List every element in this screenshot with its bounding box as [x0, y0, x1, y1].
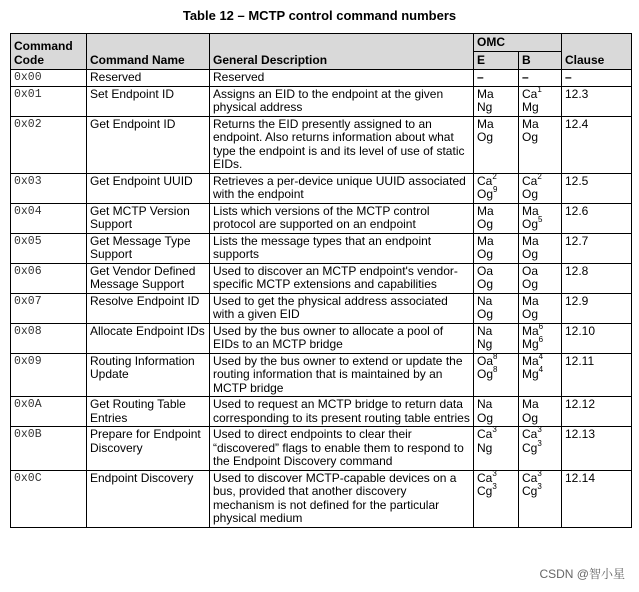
footnote-ref: 6 — [538, 335, 544, 344]
table-row — [11, 323, 632, 353]
command-code-cell: 0x00 — [11, 70, 87, 87]
omc-value — [477, 338, 515, 352]
omc-code: Ma — [522, 203, 539, 218]
footnote-ref: 9 — [493, 185, 498, 194]
omc-e-cell — [474, 293, 519, 323]
omc-value — [522, 131, 558, 145]
omc-code: Og — [522, 130, 539, 144]
omc-value — [477, 325, 515, 339]
omc-value — [477, 205, 515, 219]
clause-cell: 12.13 — [562, 427, 632, 471]
command-code-cell: 0x08 — [11, 323, 87, 353]
footnote-ref: 5 — [538, 215, 543, 224]
omc-code: Og — [477, 217, 494, 231]
table-row — [11, 233, 632, 263]
omc-e-cell — [474, 86, 519, 116]
footnote-ref: 6 — [538, 321, 544, 331]
table-body — [11, 70, 632, 528]
omc-e-cell — [474, 116, 519, 173]
omc-code: Cg — [522, 484, 538, 498]
omc-value — [477, 412, 515, 426]
omc-value — [477, 265, 515, 279]
omc-value — [522, 118, 558, 132]
omc-value — [477, 308, 515, 322]
table-row — [11, 293, 632, 323]
omc-value — [477, 482, 515, 499]
clause-cell: 12.8 — [562, 263, 632, 293]
table-row — [11, 173, 632, 203]
command-code-cell: 0x03 — [11, 173, 87, 203]
omc-code: Oa — [522, 263, 539, 278]
omc-value — [477, 218, 515, 232]
omc-code: Ca — [522, 86, 538, 101]
omc-value — [522, 335, 558, 352]
omc-e-cell — [474, 233, 519, 263]
command-code-cell: 0x02 — [11, 116, 87, 173]
omc-code: Og — [477, 247, 494, 261]
omc-e-cell — [474, 203, 519, 233]
description-cell: Reserved — [210, 70, 474, 87]
description-cell: Used to discover an MCTP endpoint's vendor-specific MCTP extensions and capabilities — [210, 263, 474, 293]
omc-code: Og — [477, 410, 494, 425]
header-command-code: Command Code — [11, 34, 87, 70]
watermark: CSDN @智小星 — [539, 567, 625, 581]
omc-b-cell — [519, 397, 562, 427]
omc-value — [522, 171, 558, 189]
omc-code: Ma — [522, 353, 539, 368]
clause-cell: 12.7 — [562, 233, 632, 263]
omc-b-cell — [519, 116, 562, 173]
omc-code: Og — [477, 277, 494, 291]
command-name-cell: Get Vendor Defined Message Support — [87, 263, 210, 293]
omc-b-cell — [519, 203, 562, 233]
omc-code: Og — [477, 307, 494, 321]
omc-value — [477, 248, 515, 262]
description-cell: Assigns an EID to the endpoint at the given physical address — [210, 86, 474, 116]
omc-value — [477, 101, 515, 115]
omc-value — [477, 71, 515, 85]
footnote-ref: 3 — [492, 482, 497, 491]
omc-e-cell — [474, 173, 519, 203]
header-general-description: General Description — [210, 34, 474, 70]
header-omc: OMC — [474, 34, 562, 52]
omc-b-cell — [519, 427, 562, 471]
omc-code: – — [522, 70, 529, 84]
omc-code: Cg — [477, 484, 493, 498]
header-command-name: Command Name — [87, 34, 210, 70]
omc-b-cell — [519, 263, 562, 293]
command-code-cell: 0x04 — [11, 203, 87, 233]
command-code-cell: 0x05 — [11, 233, 87, 263]
omc-value — [477, 295, 515, 309]
omc-code: Og — [522, 217, 539, 231]
omc-code: Og — [477, 130, 494, 144]
omc-e-cell — [474, 427, 519, 471]
command-name-cell: Routing Information Update — [87, 353, 210, 397]
description-cell: Lists the message types that an endpoint supports — [210, 233, 474, 263]
omc-b-cell — [519, 86, 562, 116]
omc-code: Ma — [477, 233, 494, 248]
omc-code: Ca — [522, 173, 538, 188]
footnote-ref: 3 — [537, 425, 542, 434]
command-code-cell: 0x0C — [11, 470, 87, 527]
clause-cell: 12.12 — [562, 397, 632, 427]
omc-value — [522, 188, 558, 202]
omc-b-cell — [519, 323, 562, 353]
omc-value — [522, 215, 558, 232]
omc-value — [522, 438, 558, 456]
command-name-cell: Get Routing Table Entries — [87, 397, 210, 427]
command-code-cell: 0x0A — [11, 397, 87, 427]
footnote-ref: 3 — [537, 438, 542, 448]
footnote-ref: 4 — [538, 365, 544, 374]
description-cell: Used to request an MCTP bridge to return data corresponding to its present routing table entries — [210, 397, 474, 427]
table-row — [11, 397, 632, 427]
table-row — [11, 70, 632, 87]
footnote-ref: 3 — [537, 468, 542, 478]
omc-code: Mg — [522, 367, 539, 381]
description-cell: Retrieves a per-device unique UUID associated with the endpoint — [210, 173, 474, 203]
omc-value — [477, 185, 515, 202]
description-cell: Used by the bus owner to allocate a pool of EIDs to an MCTP bridge — [210, 323, 474, 353]
omc-value — [477, 442, 515, 456]
table-row — [11, 353, 632, 397]
clause-cell: 12.3 — [562, 86, 632, 116]
table-row — [11, 203, 632, 233]
omc-value — [522, 365, 558, 382]
omc-code: Ma — [522, 293, 539, 308]
omc-e-cell — [474, 263, 519, 293]
omc-value — [477, 235, 515, 249]
omc-code: Ma — [522, 233, 539, 248]
clause-cell: 12.6 — [562, 203, 632, 233]
omc-code: Ca — [522, 427, 538, 441]
omc-value — [522, 278, 558, 292]
omc-code: Ma — [522, 397, 539, 411]
command-code-cell: 0x0B — [11, 427, 87, 471]
omc-code: Na — [477, 397, 493, 411]
omc-code: Ng — [477, 100, 493, 114]
clause-cell: 12.14 — [562, 470, 632, 527]
description-cell: Used to discover MCTP-capable devices on a bus, provided that another discovery mechanism is not defined for the particular physical medium — [210, 470, 474, 527]
omc-e-cell — [474, 323, 519, 353]
omc-value — [522, 265, 558, 279]
command-code-cell: 0x06 — [11, 263, 87, 293]
footnote-ref: 2 — [537, 171, 542, 181]
command-name-cell: Get Message Type Support — [87, 233, 210, 263]
command-name-cell: Resolve Endpoint ID — [87, 293, 210, 323]
footnote-ref: 2 — [492, 171, 497, 181]
omc-code: Ma — [477, 116, 494, 131]
command-name-cell: Allocate Endpoint IDs — [87, 323, 210, 353]
command-name-cell: Get Endpoint ID — [87, 116, 210, 173]
omc-e-cell — [474, 397, 519, 427]
omc-value — [477, 425, 515, 442]
omc-b-cell — [519, 470, 562, 527]
clause-cell: 12.11 — [562, 353, 632, 397]
command-code-cell: 0x01 — [11, 86, 87, 116]
omc-code: Mg — [522, 100, 539, 114]
header-clause: Clause — [562, 34, 632, 70]
description-cell: Used by the bus owner to extend or update the routing information that is maintained by an MCTP bridge — [210, 353, 474, 397]
command-name-cell: Prepare for Endpoint Discovery — [87, 427, 210, 471]
table-row — [11, 263, 632, 293]
omc-value — [522, 482, 558, 499]
table-row — [11, 470, 632, 527]
omc-code: Og — [522, 307, 539, 321]
omc-value — [477, 278, 515, 292]
omc-code: Og — [522, 410, 539, 425]
omc-code: Ma — [522, 116, 539, 131]
command-name-cell: Get MCTP Version Support — [87, 203, 210, 233]
omc-value — [522, 71, 558, 85]
omc-value — [477, 88, 515, 102]
omc-value — [522, 248, 558, 262]
omc-code: Oa — [477, 353, 494, 368]
omc-value — [477, 365, 515, 382]
footnote-ref: 8 — [493, 365, 498, 374]
omc-value — [522, 101, 558, 115]
omc-value — [477, 118, 515, 132]
omc-e-cell — [474, 70, 519, 87]
omc-e-cell — [474, 353, 519, 397]
omc-value — [477, 398, 515, 412]
header-omc-b: B — [519, 51, 562, 70]
command-table — [10, 33, 632, 528]
command-name-cell: Set Endpoint ID — [87, 86, 210, 116]
omc-b-cell — [519, 293, 562, 323]
omc-value — [522, 295, 558, 309]
omc-code: Ng — [477, 440, 493, 455]
header-omc-e: E — [474, 51, 519, 70]
clause-cell: 12.5 — [562, 173, 632, 203]
omc-b-cell — [519, 353, 562, 397]
omc-code: Ca — [477, 427, 493, 441]
description-cell: Returns the EID presently assigned to an endpoint. Also returns information about what type the endpoint is and its level of use of static EIDs. — [210, 116, 474, 173]
command-name-cell: Endpoint Discovery — [87, 470, 210, 527]
omc-value — [522, 235, 558, 249]
command-name-cell: Get Endpoint UUID — [87, 173, 210, 203]
omc-b-cell — [519, 70, 562, 87]
omc-code: Ng — [477, 337, 493, 351]
omc-value — [522, 398, 558, 412]
omc-code: Oa — [477, 263, 494, 278]
table-title: Table 12 – MCTP control command numbers — [182, 8, 457, 23]
table-row — [11, 427, 632, 471]
table-row — [11, 116, 632, 173]
clause-cell: – — [562, 70, 632, 87]
omc-code: Na — [477, 323, 493, 338]
omc-code: Ma — [522, 323, 539, 338]
omc-code: Na — [477, 293, 493, 308]
omc-code: Og — [477, 187, 494, 201]
command-name-cell: Reserved — [87, 70, 210, 87]
omc-code: Ca — [522, 470, 538, 485]
omc-code: Cg — [522, 440, 538, 455]
footnote-ref: 3 — [537, 482, 542, 491]
footnote-ref: 3 — [492, 468, 497, 478]
description-cell: Lists which versions of the MCTP control protocol are supported on an endpoint — [210, 203, 474, 233]
omc-code: Mg — [522, 337, 539, 351]
omc-code: Og — [522, 277, 539, 291]
omc-b-cell — [519, 173, 562, 203]
table-row — [11, 86, 632, 116]
omc-code: Og — [522, 247, 539, 261]
clause-cell: 12.10 — [562, 323, 632, 353]
command-code-cell: 0x09 — [11, 353, 87, 397]
omc-code: – — [477, 70, 484, 84]
omc-code: Og — [477, 367, 494, 381]
omc-code: Ma — [477, 203, 494, 218]
omc-code: Ca — [477, 470, 493, 485]
omc-e-cell — [474, 470, 519, 527]
omc-value — [477, 131, 515, 145]
omc-code: Og — [522, 187, 539, 201]
footnote-ref: 8 — [493, 351, 498, 361]
omc-value — [522, 412, 558, 426]
footnote-ref: 3 — [492, 425, 497, 434]
omc-value — [522, 84, 558, 102]
footnote-ref: 4 — [538, 351, 544, 361]
description-cell: Used to get the physical address associated with a given EID — [210, 293, 474, 323]
clause-cell: 12.9 — [562, 293, 632, 323]
description-cell: Used to direct endpoints to clear their “discovered” flags to enable them to respond to the Endpoint Discovery command — [210, 427, 474, 471]
omc-code: Ca — [477, 173, 493, 188]
omc-code: Ma — [477, 86, 494, 101]
footnote-ref: 1 — [537, 84, 542, 94]
omc-value — [522, 308, 558, 322]
clause-cell: 12.4 — [562, 116, 632, 173]
omc-b-cell — [519, 233, 562, 263]
command-code-cell: 0x07 — [11, 293, 87, 323]
